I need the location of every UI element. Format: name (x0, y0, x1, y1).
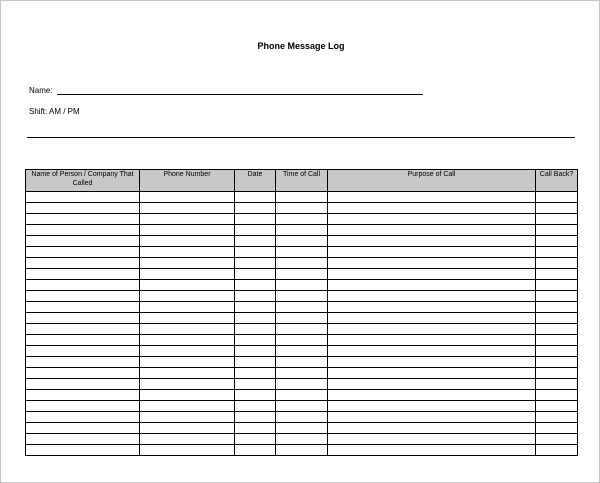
cell-date[interactable] (235, 291, 276, 302)
table-row (26, 412, 578, 423)
cell-time-of-call[interactable] (276, 379, 328, 390)
cell-phone-number[interactable] (140, 412, 235, 423)
section-divider (27, 137, 575, 138)
table-row (26, 346, 578, 357)
cell-phone-number[interactable] (140, 280, 235, 291)
cell-date[interactable] (235, 225, 276, 236)
table-row (26, 258, 578, 269)
cell-caller[interactable] (26, 412, 140, 423)
cell-time-of-call[interactable] (276, 401, 328, 412)
phone-log-table (25, 169, 578, 456)
cell-caller[interactable] (26, 302, 140, 313)
cell-call-back[interactable] (536, 269, 578, 280)
name-label: Name: (29, 86, 53, 95)
cell-caller[interactable] (26, 401, 140, 412)
cell-purpose[interactable] (328, 423, 536, 434)
column-header-call-back: Call Back? (536, 170, 578, 192)
cell-caller[interactable] (26, 335, 140, 346)
cell-phone-number[interactable] (140, 324, 235, 335)
cell-caller[interactable] (26, 445, 140, 456)
cell-date[interactable] (235, 192, 276, 203)
cell-phone-number[interactable] (140, 346, 235, 357)
table-header-row (26, 170, 578, 192)
cell-call-back[interactable] (536, 291, 578, 302)
cell-phone-number[interactable] (140, 258, 235, 269)
table-row (26, 225, 578, 236)
table-row (26, 368, 578, 379)
cell-caller[interactable] (26, 236, 140, 247)
cell-time-of-call[interactable] (276, 280, 328, 291)
table-row (26, 390, 578, 401)
cell-time-of-call[interactable] (276, 324, 328, 335)
table-row (26, 324, 578, 335)
cell-call-back[interactable] (536, 236, 578, 247)
cell-call-back[interactable] (536, 247, 578, 258)
cell-phone-number[interactable] (140, 291, 235, 302)
cell-date[interactable] (235, 324, 276, 335)
table-row (26, 434, 578, 445)
table-row (26, 302, 578, 313)
cell-caller[interactable] (26, 258, 140, 269)
cell-time-of-call[interactable] (276, 192, 328, 203)
cell-purpose[interactable] (328, 324, 536, 335)
table-row (26, 291, 578, 302)
table-row (26, 236, 578, 247)
cell-call-back[interactable] (536, 203, 578, 214)
table-row (26, 423, 578, 434)
cell-purpose[interactable] (328, 357, 536, 368)
cell-date[interactable] (235, 379, 276, 390)
cell-time-of-call[interactable] (276, 214, 328, 225)
cell-time-of-call[interactable] (276, 236, 328, 247)
cell-date[interactable] (235, 445, 276, 456)
cell-call-back[interactable] (536, 214, 578, 225)
cell-time-of-call[interactable] (276, 423, 328, 434)
cell-phone-number[interactable] (140, 335, 235, 346)
cell-phone-number[interactable] (140, 445, 235, 456)
cell-caller[interactable] (26, 423, 140, 434)
cell-date[interactable] (235, 346, 276, 357)
cell-time-of-call[interactable] (276, 346, 328, 357)
cell-phone-number[interactable] (140, 192, 235, 203)
cell-purpose[interactable] (328, 346, 536, 357)
cell-time-of-call[interactable] (276, 335, 328, 346)
cell-time-of-call[interactable] (276, 258, 328, 269)
cell-caller[interactable] (26, 291, 140, 302)
table-row (26, 192, 578, 203)
cell-date[interactable] (235, 214, 276, 225)
table-row (26, 445, 578, 456)
cell-call-back[interactable] (536, 445, 578, 456)
cell-call-back[interactable] (536, 357, 578, 368)
cell-date[interactable] (235, 247, 276, 258)
cell-caller[interactable] (26, 390, 140, 401)
cell-time-of-call[interactable] (276, 302, 328, 313)
cell-caller[interactable] (26, 280, 140, 291)
shift-label: Shift: AM / PM (29, 107, 80, 116)
cell-date[interactable] (235, 434, 276, 445)
cell-purpose[interactable] (328, 203, 536, 214)
table-row (26, 313, 578, 324)
cell-time-of-call[interactable] (276, 434, 328, 445)
cell-date[interactable] (235, 390, 276, 401)
cell-purpose[interactable] (328, 302, 536, 313)
cell-caller[interactable] (26, 203, 140, 214)
cell-call-back[interactable] (536, 280, 578, 291)
cell-phone-number[interactable] (140, 269, 235, 280)
cell-call-back[interactable] (536, 324, 578, 335)
cell-purpose[interactable] (328, 313, 536, 324)
name-underline-field[interactable] (57, 85, 423, 95)
page-title: Phone Message Log (257, 41, 345, 51)
cell-call-back[interactable] (536, 192, 578, 203)
cell-purpose[interactable] (328, 291, 536, 302)
cell-date[interactable] (235, 357, 276, 368)
cell-call-back[interactable] (536, 390, 578, 401)
cell-purpose[interactable] (328, 412, 536, 423)
table-row (26, 203, 578, 214)
cell-caller[interactable] (26, 379, 140, 390)
cell-purpose[interactable] (328, 379, 536, 390)
table-body (26, 192, 578, 456)
cell-date[interactable] (235, 368, 276, 379)
cell-purpose[interactable] (328, 258, 536, 269)
table-row (26, 401, 578, 412)
cell-call-back[interactable] (536, 434, 578, 445)
cell-purpose[interactable] (328, 401, 536, 412)
cell-caller[interactable] (26, 357, 140, 368)
cell-date[interactable] (235, 280, 276, 291)
cell-caller[interactable] (26, 214, 140, 225)
cell-phone-number[interactable] (140, 247, 235, 258)
cell-purpose[interactable] (328, 192, 536, 203)
cell-purpose[interactable] (328, 225, 536, 236)
cell-call-back[interactable] (536, 412, 578, 423)
cell-phone-number[interactable] (140, 225, 235, 236)
cell-purpose[interactable] (328, 390, 536, 401)
cell-time-of-call[interactable] (276, 445, 328, 456)
cell-date[interactable] (235, 335, 276, 346)
column-header-purpose: Purpose of Call (328, 170, 536, 192)
cell-date[interactable] (235, 269, 276, 280)
cell-time-of-call[interactable] (276, 247, 328, 258)
cell-time-of-call[interactable] (276, 390, 328, 401)
cell-call-back[interactable] (536, 313, 578, 324)
cell-date[interactable] (235, 401, 276, 412)
cell-time-of-call[interactable] (276, 225, 328, 236)
cell-time-of-call[interactable] (276, 291, 328, 302)
cell-call-back[interactable] (536, 401, 578, 412)
cell-purpose[interactable] (328, 280, 536, 291)
cell-phone-number[interactable] (140, 368, 235, 379)
table-row (26, 335, 578, 346)
cell-call-back[interactable] (536, 258, 578, 269)
name-field-row (29, 85, 423, 95)
cell-caller[interactable] (26, 324, 140, 335)
cell-call-back[interactable] (536, 335, 578, 346)
cell-call-back[interactable] (536, 346, 578, 357)
column-header-date: Date (235, 170, 276, 192)
cell-caller[interactable] (26, 269, 140, 280)
cell-caller[interactable] (26, 368, 140, 379)
table-row (26, 214, 578, 225)
cell-phone-number[interactable] (140, 313, 235, 324)
cell-phone-number[interactable] (140, 434, 235, 445)
cell-date[interactable] (235, 203, 276, 214)
cell-phone-number[interactable] (140, 214, 235, 225)
table-row (26, 357, 578, 368)
cell-call-back[interactable] (536, 302, 578, 313)
table-row (26, 247, 578, 258)
cell-purpose[interactable] (328, 214, 536, 225)
cell-purpose[interactable] (328, 335, 536, 346)
cell-date[interactable] (235, 258, 276, 269)
cell-call-back[interactable] (536, 379, 578, 390)
cell-date[interactable] (235, 423, 276, 434)
cell-phone-number[interactable] (140, 236, 235, 247)
cell-time-of-call[interactable] (276, 269, 328, 280)
cell-purpose[interactable] (328, 368, 536, 379)
cell-purpose[interactable] (328, 445, 536, 456)
cell-caller[interactable] (26, 225, 140, 236)
table-row (26, 269, 578, 280)
cell-call-back[interactable] (536, 225, 578, 236)
cell-call-back[interactable] (536, 423, 578, 434)
cell-time-of-call[interactable] (276, 313, 328, 324)
cell-phone-number[interactable] (140, 379, 235, 390)
cell-caller[interactable] (26, 192, 140, 203)
cell-phone-number[interactable] (140, 390, 235, 401)
cell-phone-number[interactable] (140, 423, 235, 434)
cell-phone-number[interactable] (140, 357, 235, 368)
cell-call-back[interactable] (536, 368, 578, 379)
table-row (26, 280, 578, 291)
cell-date[interactable] (235, 412, 276, 423)
cell-time-of-call[interactable] (276, 357, 328, 368)
cell-phone-number[interactable] (140, 203, 235, 214)
cell-caller[interactable] (26, 247, 140, 258)
cell-date[interactable] (235, 313, 276, 324)
column-header-phone-number: Phone Number (140, 170, 235, 192)
cell-caller[interactable] (26, 434, 140, 445)
cell-purpose[interactable] (328, 269, 536, 280)
cell-phone-number[interactable] (140, 401, 235, 412)
cell-time-of-call[interactable] (276, 412, 328, 423)
cell-caller[interactable] (26, 346, 140, 357)
cell-date[interactable] (235, 236, 276, 247)
cell-phone-number[interactable] (140, 302, 235, 313)
column-header-caller: Name of Person / Company That Called (26, 170, 140, 192)
column-header-time-of-call: Time of Call (276, 170, 328, 192)
cell-time-of-call[interactable] (276, 368, 328, 379)
cell-date[interactable] (235, 302, 276, 313)
table-row (26, 379, 578, 390)
cell-purpose[interactable] (328, 434, 536, 445)
cell-time-of-call[interactable] (276, 203, 328, 214)
cell-purpose[interactable] (328, 247, 536, 258)
cell-purpose[interactable] (328, 236, 536, 247)
cell-caller[interactable] (26, 313, 140, 324)
